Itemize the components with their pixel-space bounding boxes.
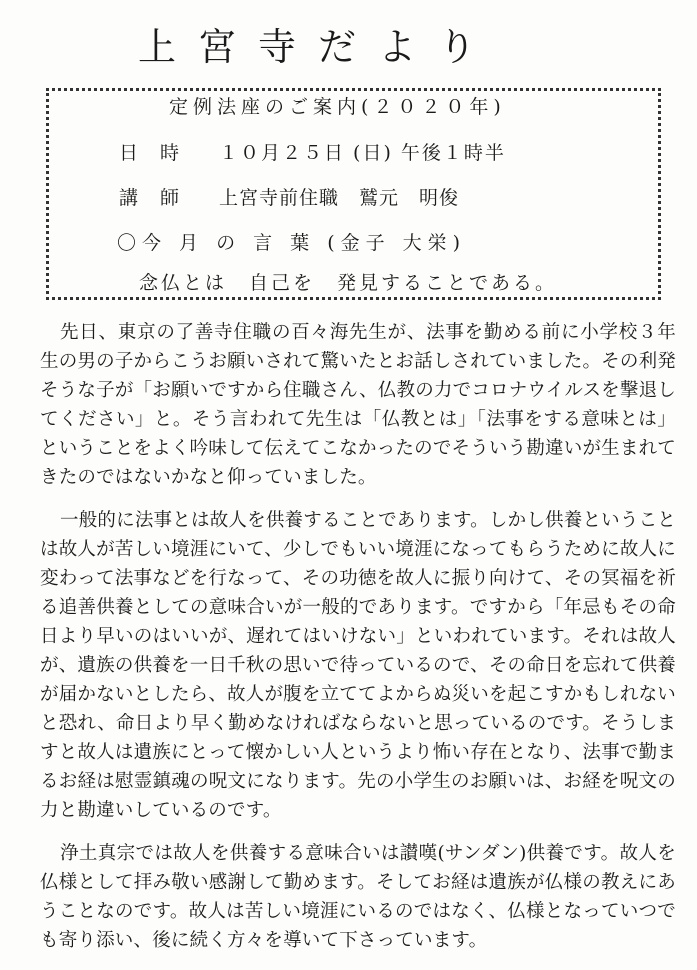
lecturer-row (119, 187, 460, 209)
article-paragraph-3: 浄土真宗では故人を供養する意味合いは讃嘆(サンダン)供養です。故人を仏様として拝み敬い感謝して勤めます。そしてお経は遺族が仏様の教えにあうことなのです。故人は苦しい境涯にいるのではなく、仏様となっていつでも寄り添い、後に続く方々を導いて下さっています。 (40, 843, 676, 951)
date-row (119, 142, 506, 164)
notice-box (46, 88, 661, 300)
monthly-words-heading: 〇今 月 の 言 葉 (金子 大栄) (117, 232, 467, 254)
notice-heading: 定例法座のご案内(２０２０年) (169, 96, 506, 118)
date-label: 日時 (119, 142, 202, 164)
date-value: １０月２５日 (日) 午後１時半 (219, 142, 506, 164)
lecturer-label: 講師 (119, 187, 202, 209)
monthly-quote: 念仏とは 自己を 発見することである。 (139, 272, 558, 294)
article-paragraph-1: 先日、東京の了善寺住職の百々海先生が、法事を勤める前に小学校３年生の男の子からこうお願いされて驚いたとお話しされていました。その利発そうな子が「お願いですから住職さん、仏教の力でコロナウイルスを撃退してください」と。そう言われて先生は「仏教とは」「法事をする意味とは」ということをよく吟味して伝えてこなかったのでそういう勘違いが生まれてきたのではないかなと仰っていました。 (40, 322, 676, 488)
lecturer-value: 上宮寺前住職 鷲元 明俊 (219, 187, 460, 209)
article-paragraph-2: 一般的に法事とは故人を供養することであります。しかし供養ということは故人が苦しい境涯にいて、少しでもいい境涯になってもらうために故人に変わって法事などを行なって、その功徳を故人に振り向けて、その冥福を祈る追善供養としての意味合いが一般的であります。ですから「年忌もその命日より早いのはいいが、遅れてはいけない」といわれています。それは故人が、遺族の供養を一日千秋の思いで待っているので、その命日を忘れて供養が届かないとしたら、故人が腹を立ててよからぬ災いを起こすかもしれないと恐れ、命日より早く勤めなければならないと思っているのです。そうしますと故人は遺族にとって懐かしい人というより怖い存在となり、法事で勤まるお経は慰霊鎮魂の呪文になります。先の小学生のお願いは、お経を呪文の力と勘違いしているのです。 (40, 510, 676, 821)
newsletter-title: 上宮寺だより (138, 25, 499, 69)
article-body (40, 318, 676, 969)
